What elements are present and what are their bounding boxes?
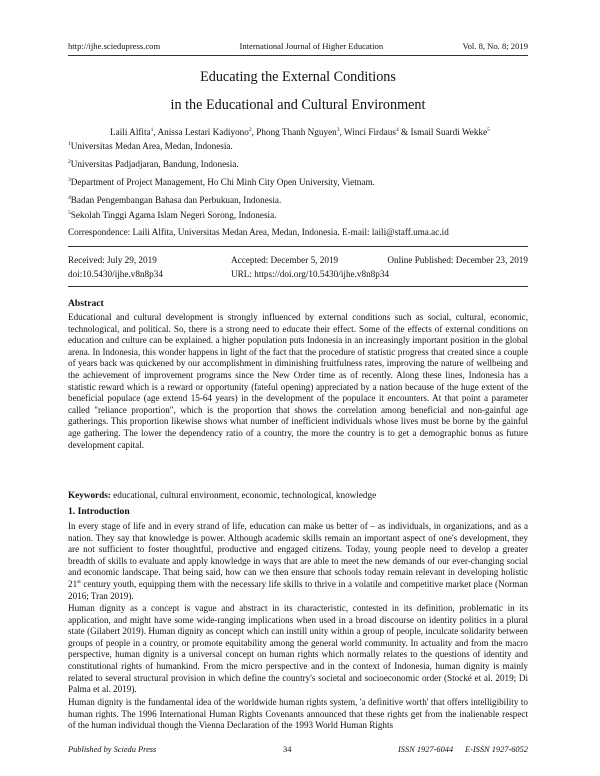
author-name: Winci Firdaus bbox=[343, 127, 396, 137]
doi-url[interactable]: URL: https://doi.org/10.5430/ijhe.v8n8p34 bbox=[231, 269, 390, 279]
author-separator: , bbox=[339, 127, 344, 137]
header-rule bbox=[68, 55, 528, 56]
eissn: E-ISSN 1927-6052 bbox=[464, 745, 528, 754]
affiliation bbox=[68, 141, 528, 152]
keywords-text: educational, cultural environment, economic, technological, knowledge bbox=[110, 490, 377, 500]
divider bbox=[68, 246, 528, 247]
ordinal-sup: st bbox=[77, 578, 81, 585]
author-separator: & bbox=[398, 127, 411, 137]
running-header bbox=[68, 41, 528, 51]
intro-p1-text-end: century youth, equipping them with the necessary life skills to thrive in a volatile and competitive market place (Norman 2016; Tran 2019). bbox=[68, 578, 528, 601]
received-date: Received: July 29, 2019 bbox=[68, 255, 157, 265]
keywords bbox=[68, 490, 528, 501]
author-sup: 3 bbox=[336, 126, 340, 133]
author-sup: 2 bbox=[248, 126, 252, 133]
author-name: Anissa Lestari Kadiyono bbox=[157, 127, 249, 137]
affiliation bbox=[68, 177, 528, 188]
abstract-text bbox=[68, 312, 528, 451]
affiliation bbox=[68, 210, 528, 221]
intro-paragraph-1 bbox=[68, 521, 528, 602]
abstract-heading: Abstract bbox=[68, 298, 104, 309]
journal-name: International Journal of Higher Education bbox=[239, 41, 384, 51]
intro-heading: 1. Introduction bbox=[68, 506, 130, 517]
author-separator: , bbox=[251, 127, 257, 137]
author-name: Ismail Suardi Wekke bbox=[410, 127, 488, 137]
publisher: Published by Sciedu Press bbox=[68, 745, 157, 754]
affiliation-text: Badan Pengembangan Bahasa dan Perbukuan, Indonesia. bbox=[70, 195, 282, 205]
author-name: Phong Thanh Nguyen bbox=[256, 127, 337, 137]
issn: ISSN 1927-6044 bbox=[398, 745, 454, 754]
affiliation-sup: 3 bbox=[68, 176, 71, 183]
affiliation-sup: 5 bbox=[68, 209, 71, 216]
author-separator: , bbox=[153, 127, 158, 137]
divider bbox=[68, 286, 528, 287]
volume-info: Vol. 8, No. 8; 2019 bbox=[462, 41, 528, 51]
accepted-date: Accepted: December 5, 2019 bbox=[231, 255, 339, 265]
author-sup: 5 bbox=[487, 126, 490, 133]
journal-url[interactable]: http://ijhe.sciedupress.com bbox=[68, 41, 161, 51]
affiliation-sup: 2 bbox=[68, 158, 71, 165]
intro-paragraph-2: Human dignity as a concept is vague and abstract in its characteristic, contested in its definition, problematic in its application, and might have some wide-ranging implications when used in a broad discourse on identity politics in a plural state (Gilabert 2019). Human dignity as concept which can instill unity within a group of people, inculcate solidarity between groups of people in a country, or promote equitability among the general world community. In actuality and from the macro perspective, human dignity is a universal concept on human rights which normally relates to the questions of identity and constitutional rights of humankind. From the micro perspective and in the context of Indonesia, human dignity is mainly related to several structural provision in which define the country's societal and socioeconomic order (Stocké et al. 2019; Di Palma et al. 2019). bbox=[68, 603, 528, 695]
affiliation-sup: 1 bbox=[68, 140, 71, 147]
author-list bbox=[68, 127, 532, 138]
paper-title-line-1: Educating the External Conditions bbox=[200, 69, 396, 85]
affiliation-text: Sekolah Tinggi Agama Islam Negeri Sorong, Indonesia. bbox=[70, 210, 277, 220]
affiliation bbox=[68, 159, 528, 170]
intro-p1-text: In every stage of life and in every strand of life, education can make us better of – as individuals, in organizations, and as a nation. They say that knowledge is power. Although academic skills remain an important aspect of one's development, they are not sufficient to foster thoughtful, productive and engaged citizens. Today, young people need to develop a greater breadth of skills to evaluate and apply knowledge in ways that are able to meet the new demands of our ever-changing social and economic landscape. That being said, how can we then ensure that schools today remain relevant in developing holistic 21 bbox=[68, 521, 528, 589]
doi[interactable]: doi:10.5430/ijhe.v8n8p34 bbox=[68, 269, 163, 279]
author-name: Laili Alfita bbox=[110, 127, 151, 137]
intro-paragraph-3: Human dignity is the fundamental idea of the worldwide human rights system, 'a definitive worth' that offers intelligibility to human rights. The 1996 International Human Rights Covenants announced that these rights get from the inalienable respect of the human individual though the Vienna Declaration of the 1993 World Human Rights bbox=[68, 697, 528, 731]
keywords-label: Keywords: bbox=[68, 490, 111, 500]
affiliation-sup: 4 bbox=[68, 194, 71, 201]
affiliation-text: Universitas Padjadjaran, Bandung, Indonesia. bbox=[70, 159, 239, 169]
page-number: 34 bbox=[283, 745, 292, 754]
affiliation-text: Department of Project Management, Ho Chi Minh City Open University, Vietnam. bbox=[70, 177, 375, 187]
affiliation bbox=[68, 195, 528, 206]
correspondence: Correspondence: Laili Alfita, Universitas Medan Area, Medan, Indonesia. E-mail: laili@staff.uma.ac.id bbox=[68, 227, 449, 237]
author-sup: 4 bbox=[395, 126, 399, 133]
paper-title-line-2: in the Educational and Cultural Environment bbox=[170, 97, 426, 113]
published-date: Online Published: December 23, 2019 bbox=[387, 255, 528, 265]
author-sup: 1 bbox=[150, 126, 154, 133]
abstract-body: Educational and cultural development is strongly influenced by external conditions such as social, cultural, economic, technological, and political. So, there is a strong need to educate their effect. Some of the effects of external conditions on education and culture can be explained. a higher population puts Indonesia in an increasingly important position in the global arena. In Indonesia, this wonder happens in light of the fact that the procedure of statistic progress that created since a couple of years back was quickened by our accomplishment in diminishing fruitfulness rates, improving the nature of wellbeing and the achievement of improvement programs since the New Order time as of recently. Along these lines, Indonesia has a statistic reward which is a reward or opportunity (fateful opening) appreciated by a nation because of the huge extent of the beneficial populace (age extend 15-64 years) in the development of the populace it encounters. At that point a parameter called "reliance proportion", which is the proportion that shows the correlation among beneficial and non-gainful age gatherings. This proportion likewise shows what number of inefficient individuals whose lives must be borne by the gainful age gathering. The lower the dependency ratio of a country, the more the country is to get a demographic bonus as future development capital. bbox=[68, 312, 528, 450]
affiliation-text: Universitas Medan Area, Medan, Indonesia. bbox=[70, 141, 233, 151]
